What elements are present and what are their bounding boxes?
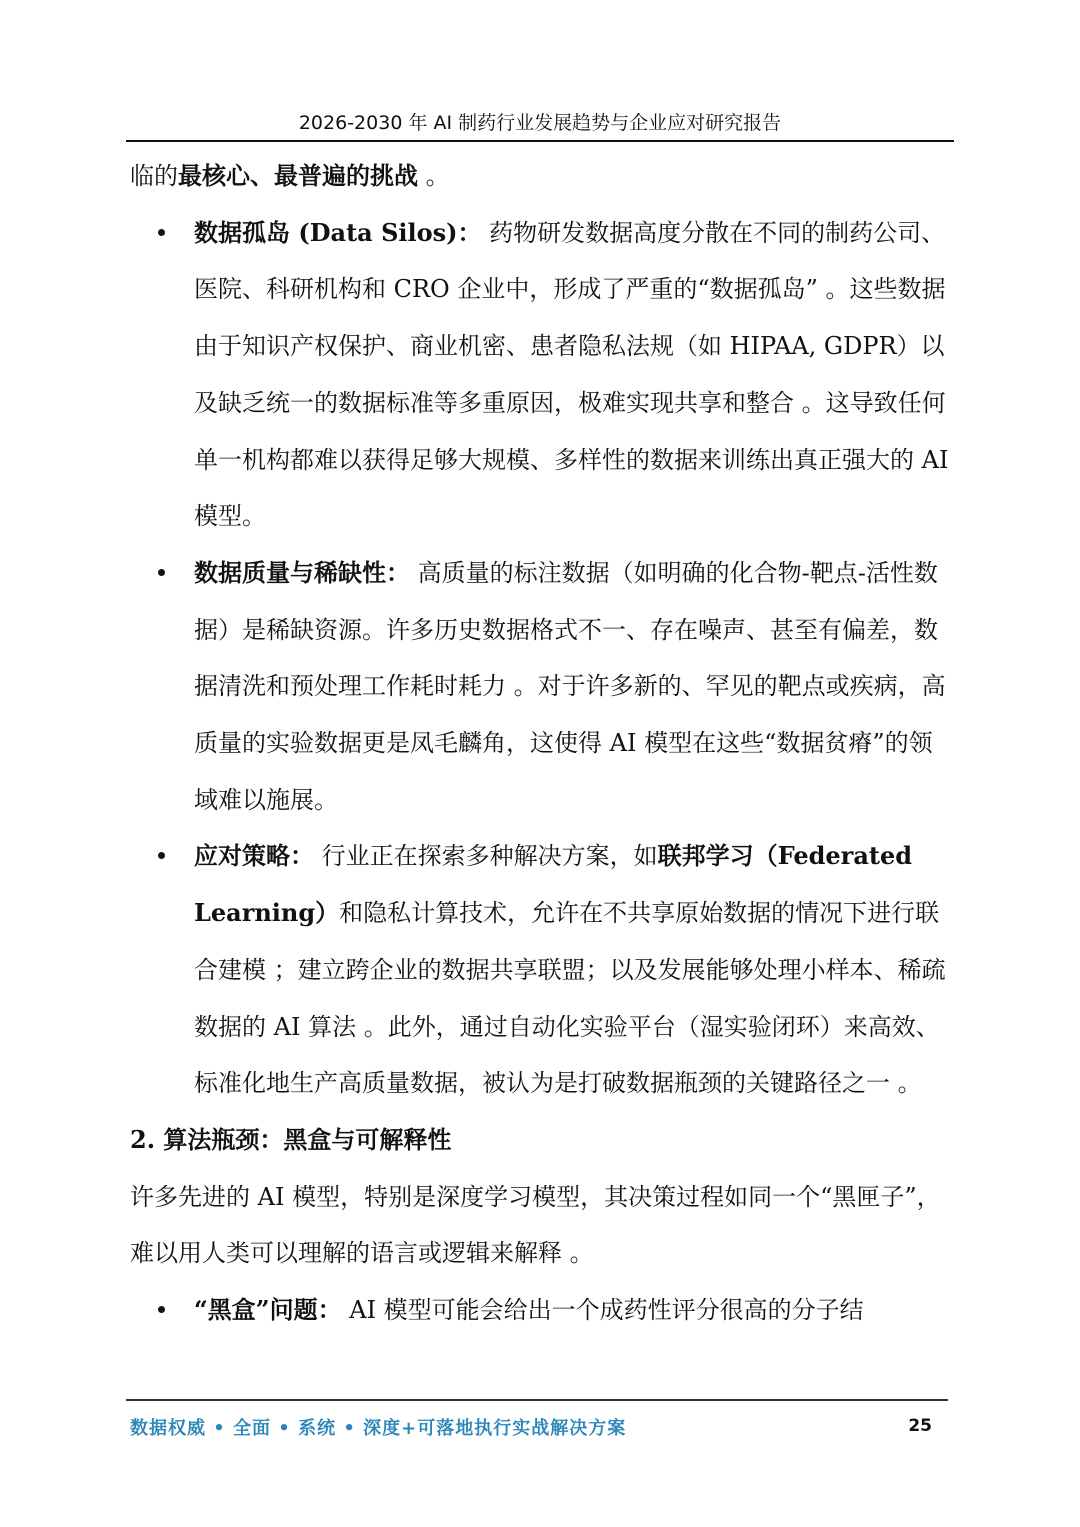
bullet-data-silos <box>130 205 952 545</box>
bullet-dot-icon <box>158 569 165 576</box>
page-content <box>130 148 952 1339</box>
bullet-strategy <box>130 828 952 1112</box>
bullet-dot-icon <box>158 1306 165 1313</box>
bullet-black-box <box>130 1282 952 1339</box>
bullet-bold-term: 联邦学习（Federated Learning） <box>194 841 913 928</box>
intro-bold-text: 最核心、最普遍的挑战 <box>178 161 418 190</box>
bullet-dot-icon <box>158 852 165 859</box>
bullet-text: 高质量的标注数据（如明确的化合物-靶点-活性数据）是稀缺资源。许多历史数据格式不一、存在噪声、甚至有偏差，数据清洗和预处理工作耗时耗力 。对于许多新的、罕见的靶点或疾病，高质量的实验数据更是凤毛麟角，这使得 AI 模型在这些“数据贫瘠”的领域难以施展。 <box>194 558 946 814</box>
bullet-text: AI 模型可能会给出一个成药性评分很高的分子结 <box>341 1296 864 1325</box>
bullet-text-continued: 和隐私计算技术，允许在不共享原始数据的情况下进行联合建模 ；建立跨企业的数据共享联盟；以及发展能够处理小样本、稀疏数据的 AI 算法 。此外，通过自动化实验平台（湿实验闭环）来高效、标准化地生产高质量数据，被认为是打破数据瓶颈的关键路径之一 。 <box>194 899 946 1098</box>
intro-paragraph <box>130 148 952 205</box>
bullet-text: 行业正在探索多种解决方案，如 <box>314 842 658 871</box>
page-header-title: 2026-2030 年 AI 制药行业发展趋势与企业应对研究报告 <box>298 112 782 134</box>
bullet-label: “黑盒”问题： <box>194 1295 342 1325</box>
bullet-label: 数据孤岛 (Data Silos)： <box>194 217 482 247</box>
section-heading-text: 2. 算法瓶颈：黑盒与可解释性 <box>130 1124 452 1154</box>
header-divider <box>126 140 954 142</box>
bullet-data-quality <box>130 545 952 829</box>
bullet-label: 应对策略： <box>194 841 314 871</box>
page-number: 25 <box>908 1416 932 1436</box>
bullet-dot-icon <box>158 229 165 236</box>
footer-tagline: 数据权威 • 全面 • 系统 • 深度+可落地执行实战解决方案 <box>130 1418 627 1439</box>
intro-text: 临的 <box>130 162 178 190</box>
section-heading <box>130 1112 952 1169</box>
intro-end: 。 <box>418 162 450 190</box>
footer-divider <box>126 1399 948 1401</box>
bullet-text: 药物研发数据高度分散在不同的制药公司、医院、科研机构和 CRO 企业中，形成了严重的“数据孤岛” 。这些数据由于知识产权保护、商业机密、患者隐私法规（如 HIPAA, GDPR）以及缺乏统一的数据标准等多重原因，极难实现共享和整合 。这导致任何单一机构都难以获得足够大规模、多样性的数据来训练出真正强大的 AI 模型。 <box>194 218 949 531</box>
section-paragraph: 许多先进的 AI 模型，特别是深度学习模型，其决策过程如同一个“黑匣子”，难以用人类可以理解的语言或逻辑来解释 。 <box>130 1182 941 1268</box>
bullet-label: 数据质量与稀缺性： <box>194 557 410 587</box>
